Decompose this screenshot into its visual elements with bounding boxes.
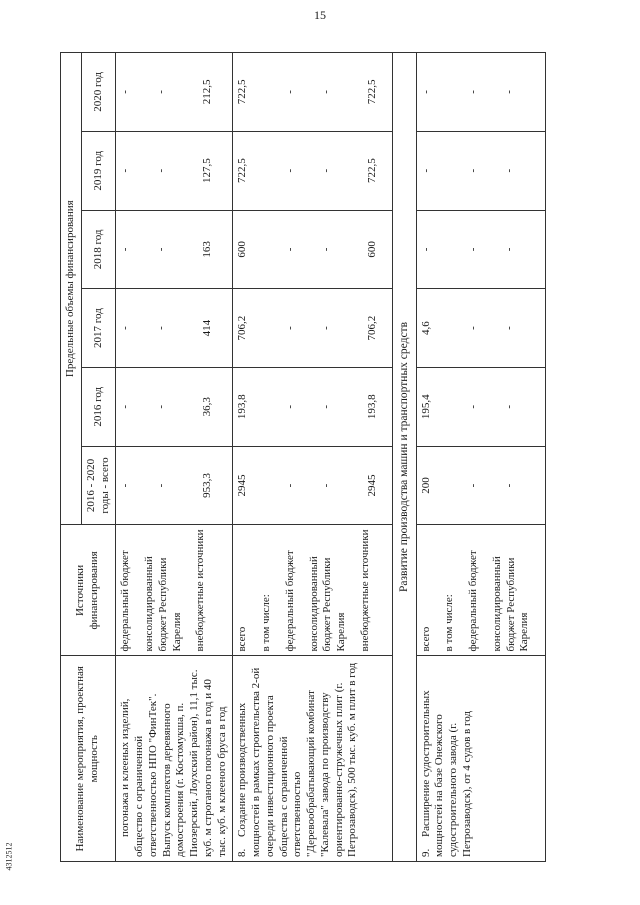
value-2020: - - - (416, 53, 546, 132)
value-2019: - - - (416, 131, 546, 210)
col-2018-header: 2018 год (81, 210, 116, 289)
value-total: 2945 - - 2945 (233, 446, 393, 525)
table-row (116, 53, 233, 862)
value-2018: - - 163 (116, 210, 233, 289)
value-2019: - - 127,5 (116, 131, 233, 210)
value-2016: 193,8 - - 193,8 (233, 367, 393, 446)
funding-sources: всего в том числе: федеральный бюджет консолидированный бюджет Республики Карелия (416, 525, 546, 656)
value-2016: - - 36,3 (116, 367, 233, 446)
page-number: 15 (314, 8, 326, 22)
table-row (416, 53, 546, 862)
col-sources-header: Источники финансирования (61, 525, 116, 656)
col-total-header: 2016 - 2020 годы - всего (81, 446, 116, 525)
col-2016-header: 2016 год (81, 367, 116, 446)
value-2020: 722,5 - - 722,5 (233, 53, 393, 132)
col-2019-header: 2019 год (81, 131, 116, 210)
event-description: 9.Расширение судостроительных мощностей на базе Онежского судостроительного завода (г. Петрозаводск), от 4 судов в год (416, 656, 546, 862)
funding-sources: федеральный бюджет консолидированный бюджет Республики Карелия внебюджетные источники (116, 525, 233, 656)
col-2020-header: 2020 год (81, 53, 116, 132)
section-title: Развитие производства машин и транспортных средств (393, 53, 416, 862)
table-row (233, 53, 393, 862)
value-2017: 706,2 - - 706,2 (233, 289, 393, 368)
value-2018: 600 - - 600 (233, 210, 393, 289)
funding-sources: всего в том числе: федеральный бюджет консолидированный бюджет Республики Карелия внебюджетные источники (233, 525, 393, 656)
value-2019: 722,5 - - 722,5 (233, 131, 393, 210)
col-2017-header: 2017 год (81, 289, 116, 368)
value-total: 200 - - (416, 446, 546, 525)
financing-table (60, 52, 546, 862)
event-description: погонажа и клееных изделий, общество с ограниченной ответственностью НПО "ФинТек". Выпуск комплектов деревянного домостроения (г. Костомукша, п. Пиозерский, Лоухский район), 11,1 тыс. куб. м строганого погонажа в год и 40 тыс. куб. м клееного бруса в год (116, 656, 233, 862)
event-description: 8.Создание производственных мощностей в рамках строительства 2-ой очереди инвестиционного проекта общества с ограниченной ответственностью "Деревообрабатывающий комбинат "Калевала" завода по производству ориентированно-стружечных плит (г. Петрозаводск), 500 тыс. куб. м плит в год (233, 656, 393, 862)
value-2020: - - 212,5 (116, 53, 233, 132)
value-2018: - - - (416, 210, 546, 289)
value-2016: 195,4 - - (416, 367, 546, 446)
value-total: - - 953,3 (116, 446, 233, 525)
col-limits-header: Предельные объемы финансирования (61, 53, 82, 525)
rotated-table-wrapper (60, 52, 620, 862)
value-2017: - - 414 (116, 289, 233, 368)
value-2017: 4,6 - - (416, 289, 546, 368)
col-event-header: Наименование мероприятия, проектная мощность (61, 656, 116, 862)
section-header-row (393, 53, 416, 862)
document-code: 4312512 (4, 842, 14, 871)
